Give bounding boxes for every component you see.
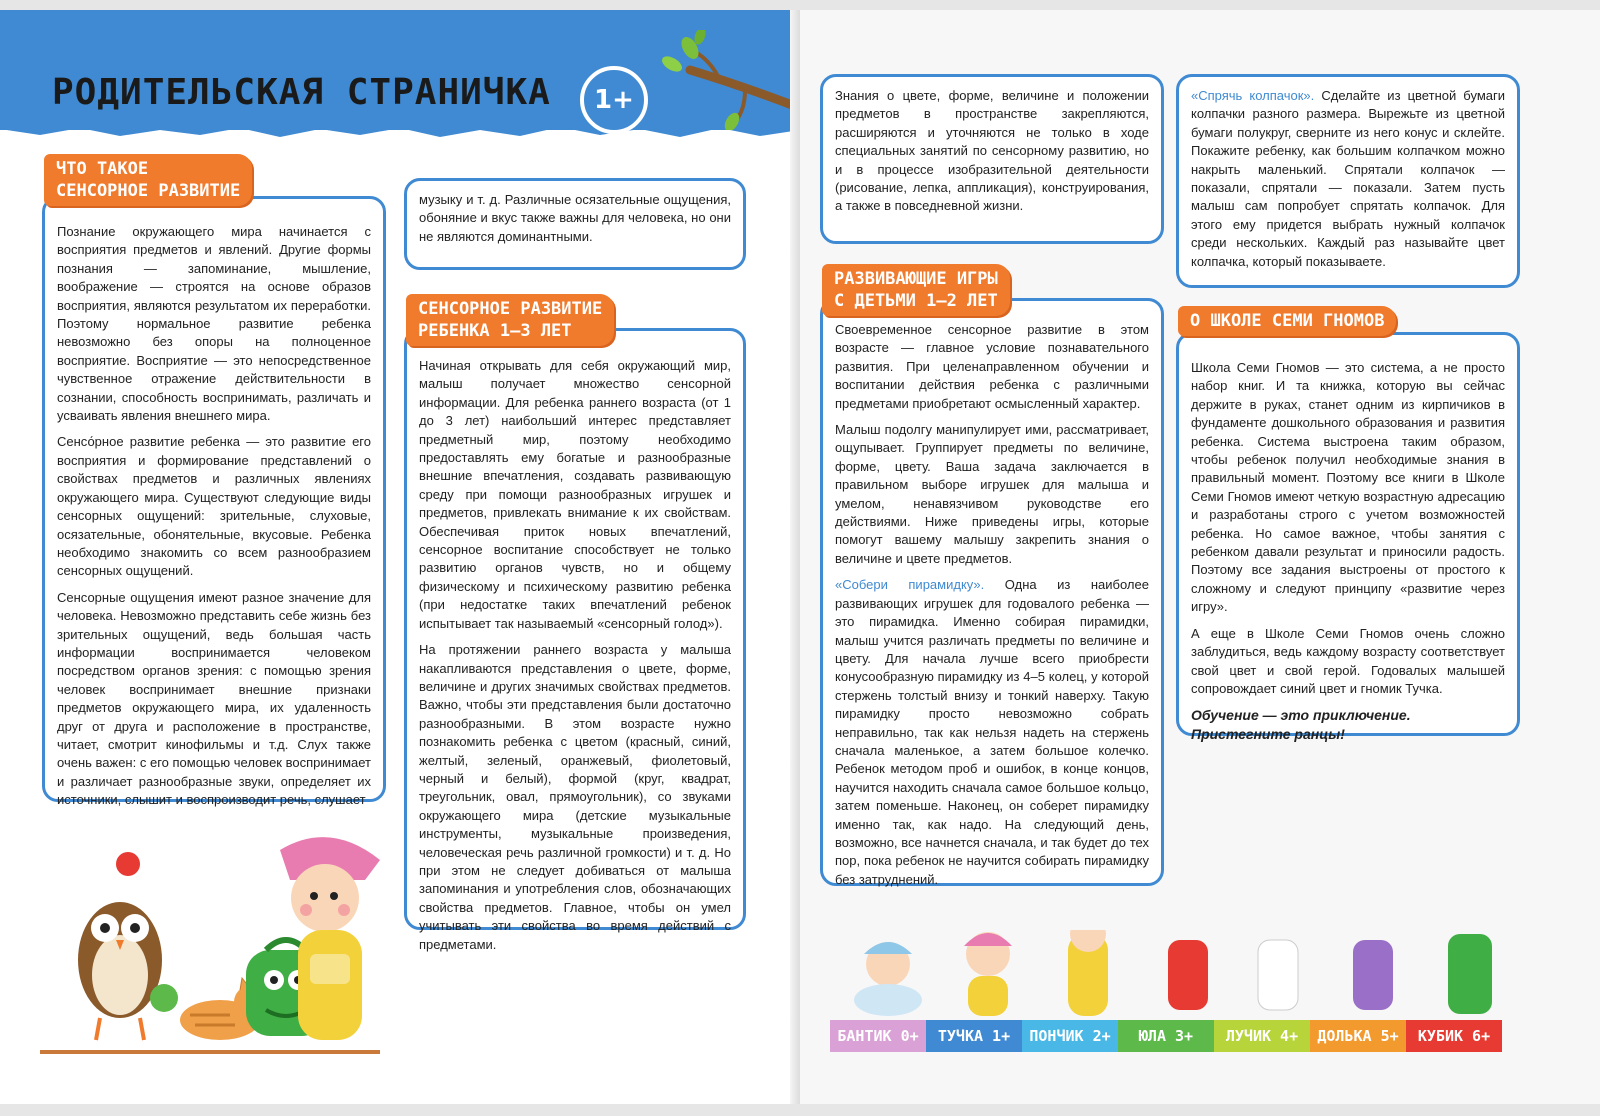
age-bar-item: БАНТИК 0+ bbox=[830, 1020, 926, 1052]
paragraph: Познание окружающего мира начинается с восприятия предметов и явлений. Другие формы познания — запоминание, мышление, воображение — строятся на основе образов восприятия, являются результатом их переработки. Поэтому нормальное развитие ребенка невозможно без опоры на полноценное восприятие. Восприятие — это непосредственное чувственное отражение действительности в сознании, способность воспринимать, различать и усваивать явления внешнего мира. bbox=[57, 224, 371, 424]
paragraph: Малыш подолгу манипулирует ими, рассматривает, ощупывает. Группирует предметы по величине, форме, цвету. Ваша задача заключается в правильном выборе игрушек для малыша и умелом, ненавязчивом руководстве его действиями. Ниже приведены игры, которые помогут вашему малышу закрепить знания о величине и цвете предметов. bbox=[835, 422, 1149, 566]
section-label-sensory-1-3 bbox=[406, 294, 614, 346]
branch-illustration bbox=[650, 30, 800, 130]
age-bar-item: ЮЛА 3+ bbox=[1118, 1020, 1214, 1052]
age-bar-item: КУБИК 6+ bbox=[1406, 1020, 1502, 1052]
age-badge: 1+ bbox=[580, 66, 648, 134]
paragraph: Начиная открывать для себя окружающий мир, малыш получает множество сенсорной информации. Для ребенка раннего возраста (от 1 до 3 лет) наибольший интерес представляет предметный мир, поэтому необходимо предоставлять ему богатые и разнообразные внешние впечатления, создавать развивающую среду при помощи разнообразных игрушек и предметов, привлекать внимание к их свойствам. Обеспечивая приток новых впечатлений, сенсорное воспитание способствует не только развитию органов чувств, но и общему физическому и психическому развитию ребенка (при недостатке таких впечатлений ребенок испытывает так называемый «сенсорный голод»). bbox=[419, 358, 731, 631]
right-page bbox=[800, 10, 1600, 1104]
label-line: СЕНСОРНОЕ РАЗВИТИЕ bbox=[418, 299, 603, 319]
section-label-school bbox=[1178, 306, 1396, 336]
box-knowledge bbox=[820, 74, 1164, 244]
age-bar-item: ПОНЧИК 2+ bbox=[1022, 1020, 1118, 1052]
baby-illustration bbox=[270, 830, 390, 1050]
age-bar-item: ЛУЧИК 4+ bbox=[1214, 1020, 1310, 1052]
box-games-1-2 bbox=[820, 298, 1164, 886]
paragraph: А еще в Школе Семи Гномов очень сложно заблудиться, ведь каждому возрасту соответствует свой цвет и свой герой. Годовалых малышей сопровождает синий цвет и гномик Тучка. bbox=[1191, 625, 1505, 696]
age-bar-item: ТУЧКА 1+ bbox=[926, 1020, 1022, 1052]
motto-line: Обучение — это приключение. bbox=[1191, 707, 1411, 724]
paragraph bbox=[835, 576, 1149, 889]
floor-line bbox=[40, 1050, 380, 1054]
motto-line: Пристегните ранцы! bbox=[1191, 725, 1345, 742]
paragraph: Сенсорные ощущения имеют разное значение для человека. Невозможно представить себе жизнь без зрительных ощущений, ведь большая часть информации воспринимается человеком посредством органов зрения: с помощью зрения человек воспринимает внешние признаки предметов окружающего мира, их удаленность друг от друга и расположение в пространстве, читает, смотрит кинофильмы и т.д. Слух также очень важен: с его помощью человек воспринимает и различает разнообразные звуки, определяет их источники, слышит и воспроизводит речь, слушает bbox=[57, 589, 371, 808]
gnome-tuchka-icon bbox=[964, 932, 1012, 1016]
gnome-kubik-icon bbox=[1448, 934, 1492, 1014]
section-label-what-is bbox=[44, 154, 252, 206]
section-label-games bbox=[822, 264, 1010, 316]
label-line: СЕНСОРНОЕ РАЗВИТИЕ bbox=[56, 181, 241, 201]
game-text: Сделайте из цветной бумаги колпачки разного размера. Вырежьте из цветной бумаги полукруг, сверните из него конус и склейте. Покажите ребенку, как большим колпачком можно накрыть маленький. Спрятали колпачок — показали, спрятали — показали. Затем пусть малыш сам попробует спрятать колпачок. Для этого ему придется выбрать нужный колпачок среди нескольких. Каждый раз называйте цвет колпачка, который показываете. bbox=[1191, 88, 1505, 269]
gnome-yula-icon bbox=[1168, 940, 1208, 1010]
box-sensory-definition bbox=[42, 196, 386, 808]
paragraph: музыку и т. д. Различные осязательные ощущения, обоняние и вкус также важны для человека, но они не являются доминантными. bbox=[419, 192, 731, 244]
gnome-luchik-icon bbox=[1258, 940, 1298, 1010]
left-page bbox=[0, 10, 800, 1104]
box-hide-cap bbox=[1176, 74, 1520, 288]
label-line: С ДЕТЬМИ 1–2 ЛЕТ bbox=[834, 291, 998, 311]
gnome-bantik-icon bbox=[854, 942, 922, 1016]
paragraph: На протяжении раннего возраста у малыша накапливаются представления о цвете, форме, величине и других значимых свойствах предметов. Важно, чтобы эти представления были достаточно разнообразными. В этом возрасте нужно познакомить ребенка с цветом (красный, синий, желтый, зеленый, оранжевый, фиолетовый, черный и белый), формой (круг, квадрат, треугольник, овал, прямоугольник), со звуками окружающего мира (детские музыкальные инструменты, музыкальные произведения, человеческая речь различной громкости) и т. д. Но при этом не следует добиваться от малыша запоминания и употребления слов, обозначающих свойства предметов. Главное, чтобы он умел учитывать эти свойства во время действий с предметами. bbox=[419, 642, 731, 952]
paragraph: Знания о цвете, форме, величине и положении предметов в пространстве закрепляются, расширяются и уточняются не только в ходе специальных занятий по сенсорному развитию, но и в процессе изобразительной деятельности (рисование, лепка, аппликация), конструирования, а также в повседневной жизни. bbox=[835, 88, 1149, 214]
box-continuation bbox=[404, 178, 746, 270]
paragraph: Своевременное сенсорное развитие в этом возрасте — главное условие познавательного развития. При целенаправленном обучении и воспитании действия ребенка с различными предметами приобретают осмысленный характер. bbox=[835, 322, 1149, 411]
gnome-dolka-icon bbox=[1353, 940, 1393, 1010]
label-line: РЕБЕНКА 1–3 ЛЕТ bbox=[418, 321, 572, 341]
gnome-characters bbox=[828, 930, 1528, 1020]
box-school bbox=[1176, 332, 1520, 742]
paragraph bbox=[1191, 87, 1505, 271]
label-line: О ШКОЛЕ СЕМИ ГНОМОВ bbox=[1190, 311, 1385, 331]
box-sensory-1-3 bbox=[404, 328, 746, 952]
game-name: «Спрячь колпачок». bbox=[1191, 88, 1315, 103]
page-title: РОДИТЕЛЬСКАЯ СТРАНИЧКА bbox=[52, 72, 551, 113]
label-line: РАЗВИВАЮЩИЕ ИГРЫ bbox=[834, 269, 998, 289]
label-line: ЧТО ТАКОЕ bbox=[56, 159, 149, 179]
paragraph: Сенсо́рное развитие ребенка — это развитие его восприятия и формирование представлений о свойствах предметов и различных явлениях окружающего мира. Существуют следующие виды сенсорных ощущений: зрительные, слуховые, осязательные, обонятельные, вкусовые. Ребенка необходимо знакомить со всем разнообразием сенсорных ощущений. bbox=[57, 434, 371, 579]
paragraph: Школа Семи Гномов — это система, а не просто набор книг. И та книжка, которую вы сейчас держите в руках, станет одним из кирпичиков в фундаменте дошкольного образования и развития ребенка. Система выстроена таким образом, чтобы ребенок получил необходимые знания в правильный момент. Поэтому все книги в Школе Семи Гномов имеют четкую возрастную адресацию и разработаны строго с учетом возможностей ребенка. Но самое важное, чтобы занятия с ребенком давали результат и приносили радость. Поэтому все задания выстроены от простого к сложному и следуют принципу «развитие через игру». bbox=[1191, 360, 1505, 615]
game-text: Одна из наиболее развивающих игрушек для годовалого ребенка — это пирамидка. Именно собирая пирамидки, малыш учится различать предметы по величине и цвету. Для начала лучше всего приобрести конусообразную пирамидку из 4–5 колец, у которой стержень толстый внизу и тонкий наверху. Такую пирамидку просто невозможно собрать неправильно, так как нельзя надеть на стержень сначала маленькое, а затем большое колечко. Ребенок методом проб и ошибок, в конце концов, научится находить сначала самое большое кольцо, затем поменьше. Наконец, он соберет пирамидку именно так, как надо. На следующий день, возможно, все начнется сначала, и так будет до тех пор, пока ребенок не научится собирать пирамидку без затруднений. bbox=[835, 577, 1149, 887]
age-bar-item: ДОЛЬКА 5+ bbox=[1310, 1020, 1406, 1052]
game-name: «Собери пирамидку». bbox=[835, 577, 985, 593]
gnome-ponchik-icon bbox=[1068, 930, 1108, 1016]
